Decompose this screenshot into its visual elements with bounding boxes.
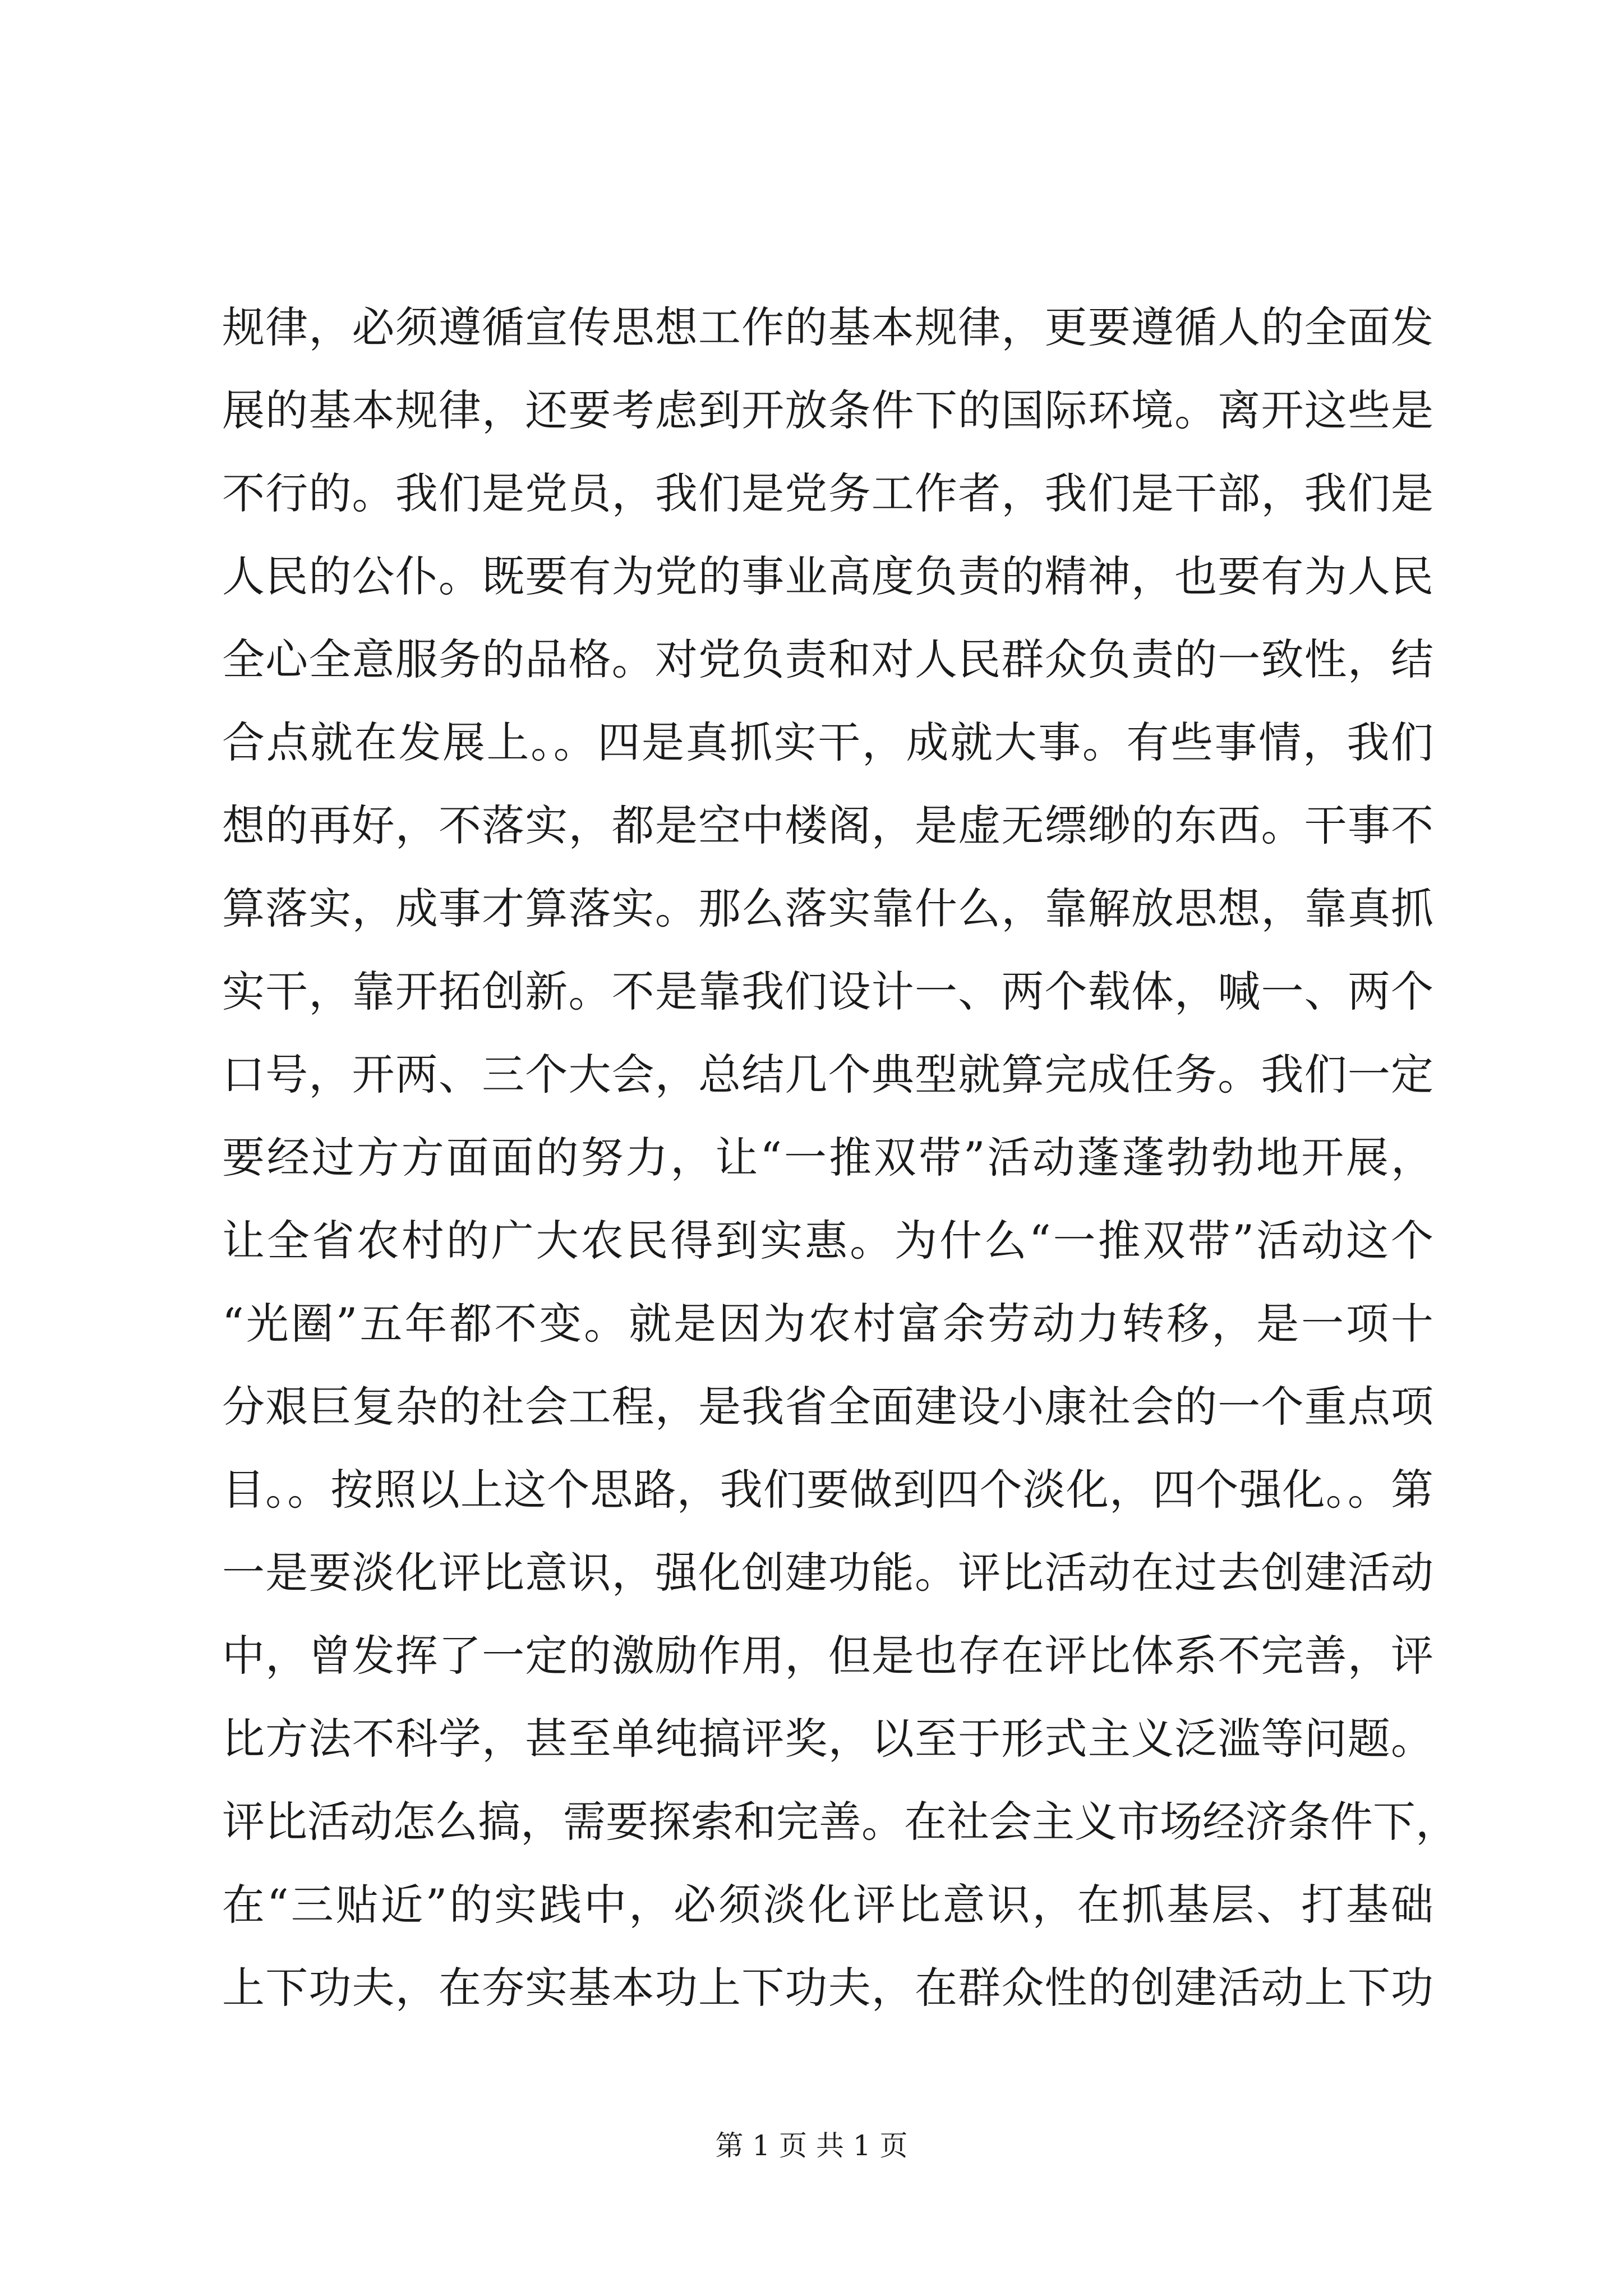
text-line: 算落实，成事才算落实。那么落实靠什么，靠解放思想，靠真抓	[222, 884, 1433, 933]
text-line: 规律，必须遵循宣传思想工作的基本规律，更要遵循人的全面发	[222, 302, 1433, 352]
text-line: 上下功夫，在夯实基本功上下功夫，在群众性的创建活动上下功	[222, 1963, 1433, 2013]
text-line: 展的基本规律，还要考虑到开放条件下的国际环境。离开这些是	[222, 385, 1433, 435]
text-line: 合点就在发展上。。四是真抓实干，成就大事。有些事情，我们	[222, 717, 1433, 767]
text-line: 在“三贴近”的实践中，必须淡化评比意识，在抓基层、打基础	[222, 1880, 1433, 1930]
text-line: 不行的。我们是党员，我们是党务工作者，我们是干部，我们是	[222, 468, 1433, 518]
text-line: 人民的公仆。既要有为党的事业高度负责的精神，也要有为人民	[222, 551, 1433, 601]
page-number-footer: 第 1 页 共 1 页	[715, 2129, 908, 2162]
text-line: 评比活动怎么搞，需要探索和完善。在社会主义市场经济条件下，	[222, 1797, 1458, 1847]
text-line: 要经过方方面面的努力，让“一推双带”活动蓬蓬勃勃地开展，	[222, 1133, 1433, 1182]
text-line: 分艰巨复杂的社会工程，是我省全面建设小康社会的一个重点项	[222, 1382, 1433, 1432]
text-line: 口号，开两、三个大会，总结几个典型就算完成任务。我们一定	[222, 1050, 1433, 1099]
text-line: 一是要淡化评比意识，强化创建功能。评比活动在过去创建活动	[222, 1548, 1433, 1598]
text-line: “光圈”五年都不变。就是因为农村富余劳动力转移，是一项十	[222, 1299, 1433, 1349]
text-line: 全心全意服务的品格。对党负责和对人民群众负责的一致性，结	[222, 634, 1433, 684]
text-line: 中，曾发挥了一定的激励作用，但是也存在评比体系不完善，评	[222, 1631, 1433, 1681]
text-line: 目。。按照以上这个思路，我们要做到四个淡化，四个强化。。第	[222, 1465, 1433, 1515]
text-line: 实干，靠开拓创新。不是靠我们设计一、两个载体，喊一、两个	[222, 967, 1433, 1016]
text-line: 让全省农村的广大农民得到实惠。为什么“一推双带”活动这个	[222, 1216, 1433, 1266]
text-line: 比方法不科学，甚至单纯搞评奖，以至于形式主义泛滥等问题。	[222, 1714, 1433, 1764]
text-line: 想的再好，不落实，都是空中楼阁，是虚无缥缈的东西。干事不	[222, 800, 1433, 850]
